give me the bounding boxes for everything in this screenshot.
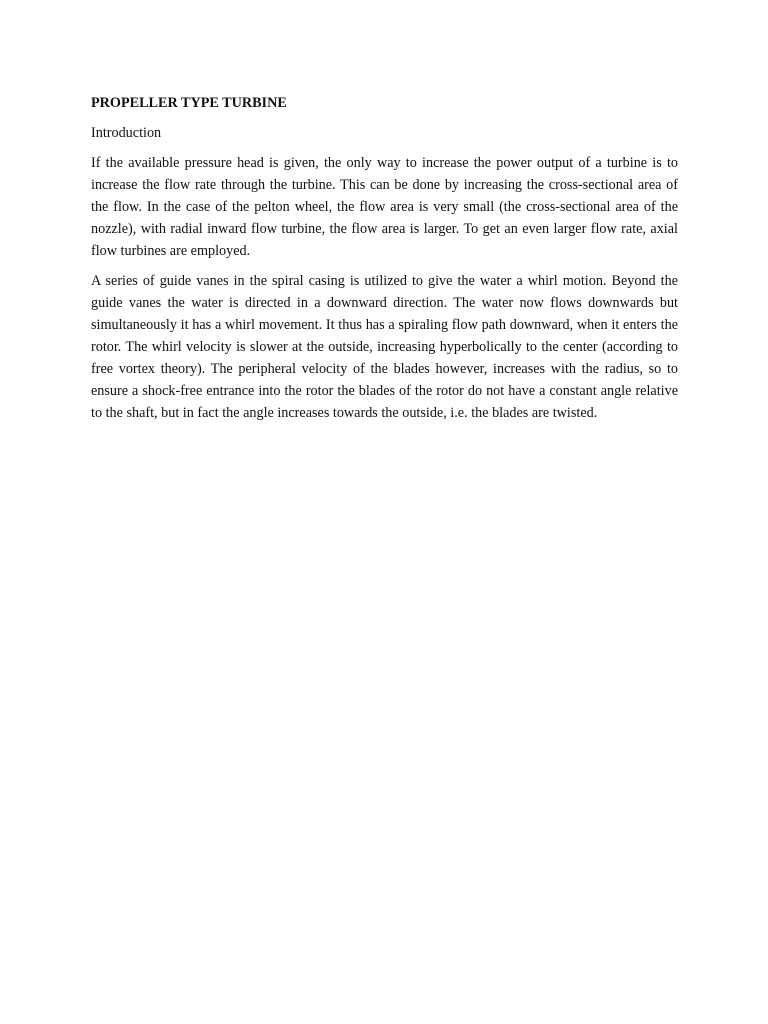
paragraph-1: If the available pressure head is given, the only way to increase the power output of a turbine is to increase the flow rate through the turbine. This can be done by increasing the cross-sectional area of the flow. In the case of the pelton wheel, the flow area is very small (the cross-sectional area of the nozzle), with radial inward flow turbine, the flow area is larger. To get an even larger flow rate, axial flow turbines are employed. xyxy=(91,155,678,259)
document-body xyxy=(91,92,678,432)
paragraph-2: A series of guide vanes in the spiral casing is utilized to give the water a whirl motion. Beyond the guide vanes the water is directed in a downward direction. The water now flows downwards but simultaneously it has a whirl movement. It thus has a spiraling flow path downward, when it enters the rotor. The whirl velocity is slower at the outside, increasing hyperbolically to the center (according to free vortex theory). The peripheral velocity of the blades however, increases with the radius, so to ensure a shock-free entrance into the rotor the blades of the rotor do not have a constant angle relative to the shaft, but in fact the angle increases towards the outside, i.e. the blades are twisted. xyxy=(91,273,678,421)
section-heading: Introduction xyxy=(91,125,162,141)
document-title: PROPELLER TYPE TURBINE xyxy=(91,95,287,111)
